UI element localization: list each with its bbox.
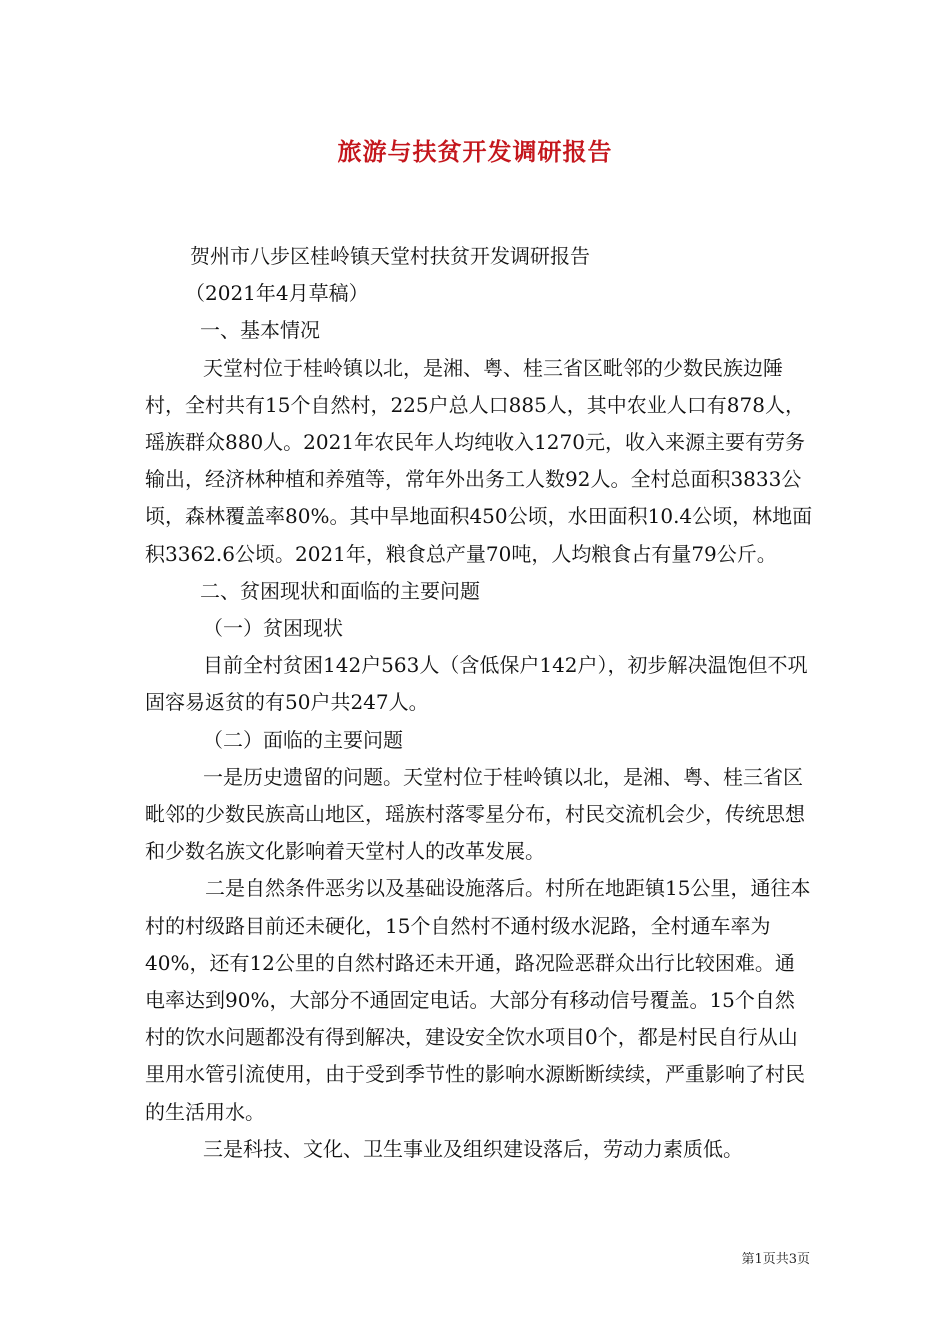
report-subtitle: 贺州市八步区桂岭镇天堂村扶贫开发调研报告	[190, 244, 590, 268]
section1-paragraph: 天堂村位于桂岭镇以北，是湘、粤、桂三省区毗邻的少数民族边陲村，全村共有15个自然村，225户总人口885人，其中农业人口有878人，瑶族群众880人。2021年农民年人均纯收入1270元，收入来源主要有劳务输出，经济林种植和养殖等，常年外出务工人数92人。全村总面积3833公顷，森林覆盖率80%。其中旱地面积450公顷，水田面积10.4公顷，林地面积3362.6公顷。2021年，粮食总产量70吨，人均粮食占有量79公斤。	[145, 355, 813, 566]
document-body	[145, 238, 813, 1168]
subsection1-paragraph: 目前全村贫困142户563人（含低保户142户），初步解决温饱但不巩固容易返贫的有50户共247人。	[145, 653, 808, 715]
problem-3-paragraph: 三是科技、文化、卫生事业及组织建设落后，劳动力素质低。	[203, 1136, 743, 1161]
problem-1-paragraph: 一是历史遗留的问题。天堂村位于桂岭镇以北，是湘、粤、桂三省区毗邻的少数民族高山地区，瑶族村落零星分布，村民交流机会少，传统思想和少数名族文化影响着天堂村人的改革发展。	[145, 764, 805, 864]
date-note: （2021年4月草稿）	[185, 281, 369, 306]
section2-heading: 二、贫困现状和面临的主要问题	[200, 578, 480, 603]
subsection2-heading: （二）面临的主要问题	[203, 727, 403, 752]
document-title: 旅游与扶贫开发调研报告	[337, 137, 613, 166]
subsection1-heading: （一）贫困现状	[203, 616, 343, 641]
problem-2-paragraph: 二是自然条件恶劣以及基础设施落后。村所在地距镇15公里，通往本村的村级路目前还未硬化，15个自然村不通村级水泥路，全村通车率为40%，还有12公里的自然村路还未开通，路况险恶群众出行比较困难。通电率达到90%，大部分不通固定电话。大部分有移动信号覆盖。15个自然村的饮水问题都没有得到解决，建设安全饮水项目0个，都是村民自行从山里用水管引流使用，由于受到季节性的影响水源断断续续，严重影响了村民的生活用水。	[145, 876, 811, 1124]
section1-heading: 一、基本情况	[200, 318, 320, 343]
page-number: 第1页共3页	[741, 1252, 810, 1267]
